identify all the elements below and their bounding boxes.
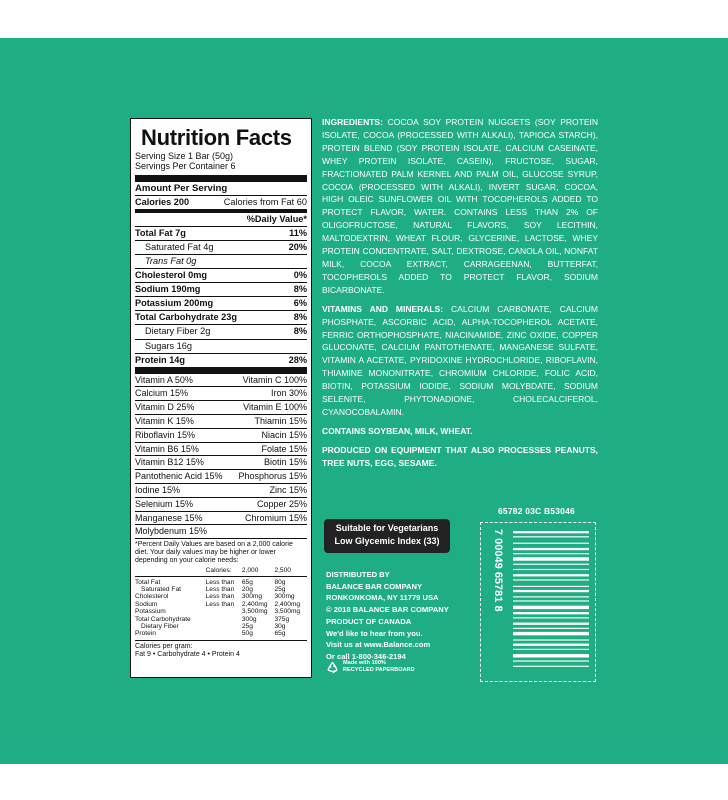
dv-cell: 300g <box>241 615 257 623</box>
vitamins-minerals-paragraph <box>322 303 598 419</box>
nutrient-row <box>135 339 307 353</box>
calories-per-gram <box>135 640 307 659</box>
dv-table-row <box>135 608 307 615</box>
dv-cell: Less than <box>205 600 235 608</box>
dv-table-row <box>135 601 307 608</box>
dv-cell: 65g <box>274 630 286 638</box>
barcode-bar <box>513 628 589 629</box>
vitamin-row <box>135 469 307 483</box>
dv-cell: 2,400mg <box>241 600 268 608</box>
vitamin-row <box>135 511 307 525</box>
vitamin-left: Pantothenic Acid 15% <box>135 471 223 482</box>
vitamin-row <box>135 400 307 414</box>
barcode-bar <box>513 557 589 560</box>
vitamin-left: Vitamin B6 15% <box>135 443 199 454</box>
dv-cell: 65g <box>241 578 253 586</box>
barcode-bars <box>481 523 595 681</box>
dv-cell: Less than <box>205 586 235 594</box>
daily-value-header <box>135 209 307 226</box>
nutrient-dv: 28% <box>288 354 307 365</box>
barcode-bar <box>513 623 589 625</box>
vitamins-minerals-label: VITAMINS AND MINERALS: <box>322 303 444 314</box>
dv-cell: 2,500 <box>274 567 307 576</box>
nutrient-label: Dietary Fiber 2g <box>145 326 211 337</box>
nutrition-title: Nutrition Facts <box>141 125 292 150</box>
dv-cell: 3,500mg <box>241 608 268 616</box>
nutrient-dv: 20% <box>288 242 307 253</box>
dv-cell: 375g <box>274 615 290 623</box>
amount-per-serving: Amount Per Serving <box>135 182 228 194</box>
dv-cell: 2,000 <box>242 567 275 576</box>
vitamin-right: Zinc 15% <box>269 484 307 495</box>
dv-cell: 300mg <box>274 593 295 601</box>
distributor-line: DISTRIBUTED BY <box>326 570 390 579</box>
dv-cell <box>206 630 242 637</box>
recycled-paperboard-note <box>326 660 415 674</box>
nutrient-dv: 6% <box>293 298 307 309</box>
vitamin-right: Iron 30% <box>270 388 307 399</box>
distributor-line: We'd like to hear from you. <box>326 628 423 638</box>
calories-row <box>135 195 307 209</box>
barcode-bar <box>513 612 589 614</box>
distributor-line: © 2018 BALANCE BAR COMPANY <box>326 605 449 615</box>
dv-table-row <box>135 586 307 593</box>
ingredients-block <box>322 116 598 476</box>
dv-cell: 25g <box>274 586 286 594</box>
dv-table-header <box>135 567 307 576</box>
vitamin-left: Selenium 15% <box>135 498 194 509</box>
nutrient-dv: 8% <box>293 284 307 295</box>
barcode-bar <box>513 574 589 576</box>
lot-code: 65782 03C B53046 <box>498 506 575 516</box>
badge-line-1: Suitable for Vegetarians <box>335 523 439 533</box>
dv-cell <box>206 623 242 630</box>
vitamin-right: Chromium 15% <box>244 512 307 523</box>
vitamin-left: Calcium 15% <box>135 388 189 399</box>
dv-cell: 20g <box>241 586 253 594</box>
vitamin-left: Iodine 15% <box>135 484 181 495</box>
barcode-bar <box>513 632 589 635</box>
servings-per-container: Servings Per Container 6 <box>135 161 236 172</box>
vitamin-row <box>135 483 307 497</box>
barcode-bar <box>513 639 589 640</box>
dv-cell: Total Fat <box>135 578 161 586</box>
vitamin-row <box>135 428 307 442</box>
dv-cell <box>206 608 242 615</box>
nutrient-dv: 11% <box>289 228 307 239</box>
barcode-bar <box>513 531 589 533</box>
daily-value-header-label: %Daily Value* <box>246 214 307 225</box>
daily-value-footnote: *Percent Daily Values are based on a 2,000 calorie diet. Your daily values may be higher or lower depending on your calorie needs: <box>135 538 307 565</box>
recycle-line-2: RECYCLED PAPERBOARD <box>343 667 415 673</box>
barcode-bar <box>513 600 589 601</box>
barcode-bar <box>513 596 589 597</box>
vitamin-left: Riboflavin 15% <box>135 429 196 440</box>
nutrient-label: Total Carbohydrate 23g <box>135 312 237 323</box>
barcode-bar <box>513 564 589 565</box>
dv-cell: Less than <box>205 578 235 586</box>
barcode-bar <box>513 606 589 609</box>
vitamin-left: Manganese 15% <box>135 512 203 523</box>
calories-per-gram-values: Fat 9 • Carbohydrate 4 • Protein 4 <box>135 650 240 658</box>
vitamin-row <box>135 497 307 511</box>
dv-cell: 30g <box>274 622 286 630</box>
vitamin-right: Thiamin 15% <box>254 415 307 426</box>
dv-cell <box>206 616 242 623</box>
barcode-bar <box>513 590 589 592</box>
nutrient-label: Sodium 190mg <box>135 284 201 295</box>
allergen-contains: CONTAINS SOYBEAN, MILK, WHEAT. <box>322 425 473 436</box>
distributor-line: RONKONKOMA, NY 11779 USA <box>326 593 439 603</box>
dv-table-row <box>135 623 307 630</box>
nutrient-row <box>135 268 307 282</box>
nutrient-label: Saturated Fat 4g <box>145 242 214 253</box>
nutrient-row <box>135 282 307 296</box>
dv-cell: Less than <box>205 593 235 601</box>
recycle-line-1: Made with 100% <box>343 660 386 666</box>
vitamin-right: Folate 15% <box>261 443 307 454</box>
nutrient-label: Cholesterol 0mg <box>135 270 207 281</box>
vegetarian-badge <box>324 519 450 553</box>
ingredients-label: INGREDIENTS: <box>322 117 383 127</box>
calories-label: Calories 200 <box>135 197 190 208</box>
nutrient-row <box>135 296 307 310</box>
nutrient-label: Trans Fat 0g <box>145 256 197 267</box>
calories-per-gram-label: Calories per gram: <box>135 642 193 650</box>
vitamin-row <box>135 524 307 538</box>
dv-cell: Total Carbohydrate <box>135 615 191 623</box>
vitamin-right: Phosphorus 15% <box>238 471 307 482</box>
barcode-bar <box>513 660 589 661</box>
vitamin-right: Niacin 15% <box>261 429 307 440</box>
barcode-bar <box>513 649 589 650</box>
dv-cell <box>135 567 206 576</box>
dv-cell: 50g <box>241 630 253 638</box>
distributor-line: PRODUCT OF CANADA <box>326 616 412 626</box>
nutrient-dv: 0% <box>293 270 307 281</box>
barcode-bar <box>513 553 589 554</box>
barcode-bar <box>513 644 589 646</box>
dv-cell: Sodium <box>135 600 158 608</box>
barcode-bar <box>513 666 589 667</box>
nutrient-label: Sugars 16g <box>145 340 192 351</box>
vitamin-left: Vitamin K 15% <box>135 415 194 426</box>
nutrient-dv: 8% <box>293 326 307 337</box>
distributor-line: BALANCE BAR COMPANY <box>326 581 423 591</box>
nutrient-label: Protein 14g <box>135 354 186 365</box>
barcode-bar <box>513 569 589 570</box>
calories-from-fat: Calories from Fat 60 <box>223 197 307 208</box>
vitamin-row <box>135 414 307 428</box>
vitamin-right: Biotin 15% <box>263 457 307 468</box>
barcode-digits: 7 00049 65781 8 <box>492 529 504 612</box>
badge-line-2: Low Glycemic Index (33) <box>334 536 440 546</box>
nutrient-row <box>135 240 307 254</box>
nutrient-dv: 8% <box>293 312 307 323</box>
nutrient-row <box>135 353 307 367</box>
dv-cell: Protein <box>135 630 156 638</box>
barcode-bar <box>513 543 589 544</box>
barcode-bar <box>513 548 589 550</box>
nutrition-facts-label <box>130 118 312 678</box>
vitamin-right: Copper 25% <box>256 498 307 509</box>
dv-cell: Calories: <box>206 567 242 576</box>
nutrient-row <box>135 226 307 240</box>
serving-info <box>135 151 307 182</box>
nutrient-label: Total Fat 7g <box>135 228 186 239</box>
dv-table-row <box>135 576 307 586</box>
barcode-bar <box>513 617 589 618</box>
dv-cell: 3,500mg <box>274 608 301 616</box>
ingredients-text: COCOA SOY PROTEIN NUGGETS (SOY PROTEIN ISOLATE, COCOA (PROCESSED WITH ALKALI), TAPIOCA STARCH), PROTEIN BLEND (SOY PROTEIN ISOLATE, CALCIUM CASEINATE, WHEY PROTEIN ISOLATE, CASEIN), FRUCTOSE, SUGAR, FRACTIONATED PALM KERNEL AND PALM OIL, GLUCOSE SYRUP, COCOA (PROCESSED WITH ALKALI), INVERT SUGAR, COCOA, HIGH OLEIC SUNFLOWER OIL WITH TOCOPHEROLS ADDED TO PROTECT FLAVOR, WATER. CONTAINS LESS THAN 2% OF OLIGOFRUCTOSE, NATURAL FLAVORS, SOY LECITHIN, MALTODEXTRIN, WHEAT FLOUR, GLYCERINE, LACTOSE, WHEY PROTEIN CONCENTRATE, SALT, DEXTROSE, CANOLA OIL, NONFAT MILK, COCOA EXTRACT, CARRAGEENAN, BUTTERFAT, TOCOPHEROLS ADDED TO PROTECT FLAVOR, SODIUM BICARBONATE. <box>322 117 598 295</box>
vitamin-row <box>135 442 307 456</box>
dv-cell: Dietary Fiber <box>141 622 179 630</box>
nutrient-row <box>135 324 307 338</box>
vitamin-left: Vitamin D 25% <box>135 402 195 413</box>
vitamin-left: Vitamin A 50% <box>135 374 193 385</box>
dv-cell: 80g <box>274 578 286 586</box>
vitamin-row <box>135 455 307 469</box>
ingredients-paragraph <box>322 116 598 297</box>
dv-cell: 2,400mg <box>274 600 301 608</box>
barcode-bar <box>513 536 589 537</box>
vitamins-minerals-text: CALCIUM CARBONATE, CALCIUM PHOSPHATE, ASCORBIC ACID, ALPHA-TOCOPHEROL ACETATE, FERRIC ORTHOPHOSPHATE, NIACINAMIDE, ZINC OXIDE, COPPER GLUCONATE, CALCIUM PANTOTHENATE, MANGANESE SULFATE, VITAMIN A ACETATE, PYRIDOXINE HYDROCHLORIDE, RIBOFLAVIN, THIAMINE MONONITRATE, CHROMIUM CHLORIDE, FOLIC ACID, BIOTIN, POTASSIUM IODIDE, SODIUM MOLYBDATE, SODIUM SELENITE, PHYTONADIONE, CHOLECALCIFEROL, CYANOCOBALAMIN. <box>322 303 598 417</box>
vitamin-left: Vitamin B12 15% <box>135 457 204 468</box>
dv-cell: Cholesterol <box>135 593 169 601</box>
dv-cell: Potassium <box>135 608 166 616</box>
vitamin-right: Vitamin E 100% <box>243 402 307 413</box>
vitamin-row <box>135 367 307 387</box>
barcode-bar <box>513 654 589 657</box>
nutrient-label: Potassium 200mg <box>135 298 214 309</box>
recycle-icon <box>326 661 339 674</box>
distributor-line: Visit us at www.Balance.com <box>326 640 431 650</box>
dv-cell: 300mg <box>241 593 263 601</box>
barcode-bar <box>513 586 589 587</box>
dv-table-row <box>135 630 307 637</box>
vitamin-row <box>135 386 307 400</box>
vitamin-left: Molybdenum 15% <box>135 526 208 537</box>
nutrient-row <box>135 310 307 324</box>
nutrient-row <box>135 254 307 268</box>
allergen-equipment: PRODUCED ON EQUIPMENT THAT ALSO PROCESSES PEANUTS, TREE NUTS, EGG, SESAME. <box>322 444 598 468</box>
distributor-line: Or call 1-800-346-2194 <box>326 651 406 661</box>
barcode-bar <box>513 579 589 580</box>
barcode <box>480 522 596 682</box>
dv-table-row <box>135 616 307 623</box>
dv-table-row <box>135 593 307 600</box>
daily-value-table <box>135 567 307 637</box>
serving-size: Serving Size 1 Bar (50g) <box>135 151 234 161</box>
dv-cell: 25g <box>241 622 253 630</box>
dv-cell: Saturated Fat <box>141 586 181 594</box>
distributor-info <box>326 569 476 663</box>
vitamin-right: Vitamin C 100% <box>242 374 307 385</box>
